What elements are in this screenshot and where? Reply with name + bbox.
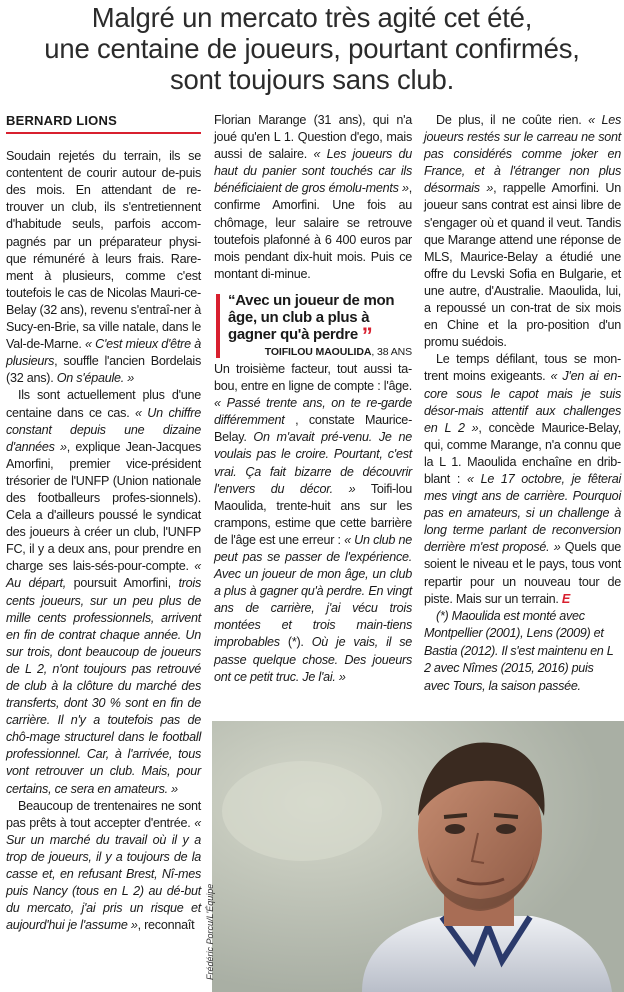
player-portrait-image bbox=[212, 721, 624, 992]
pull-quote bbox=[214, 292, 412, 359]
headline-line-3: sont toujours sans club. bbox=[169, 64, 455, 95]
paragraph: Un troisième facteur, tout aussi ta-bou, entre en ligne de compte : l'âge. « Passé trente ans, on te re-garde différemment , constate Maurice-Belay. On m'avait pré-venu. Je ne voulais pas le croire. Pourtant, c'est vrai. Ça fait bizarre de découvrir l'envers du décor. » Toifi-lou Maoulida, trente-huit ans sur les crampons, estime que cette barrière de l'âge est une erreur : « Un club ne peut pas se passer de l'expérience. Avec un joueur de mon âge, un club a plus à gagner qu'à perdre. En vingt ans de carrière, j'ai vécu trois montées et trois main-tiens improbables (*). Où je vais, il se passe quelque chose. Des joueurs ont ce petit truc. Je l'ai. » bbox=[214, 361, 413, 684]
paragraph: Le temps défilant, tous se mon-trent moins exigeants. « J'en ai en-core sous le capot mais je suis désor-mais attentif aux challenges en L 2 », concède Maurice-Belay, qui, comme Marange, n'a connu que la L 1. Maoulida enchaîne en drib-blant : « Le 17 octobre, je fêterai mes vingt ans de carrière. Pourquoi pas en amateurs, si un challenge à long terme parlant de reconversion derrière m'est proposé. » Quels que soient le niveau et le pays, tous vont repartir pour un nouveau tour de piste. Mais sur un terrain. E bbox=[424, 352, 622, 606]
paragraph: De plus, il ne coûte rien. « Les joueurs restés sur le carreau ne sont pas considérés comme joker en France, et à l'étranger non plus désormais », rappelle Amorfini. Un joueur sans contrat est ainsi libre de s'engager où et quand il veut. Tandis que Marange attend une réponse de MLS, Maurice-Belay a étudié une offre du Levski Sofia en Bulgarie, et une autre, d'Australie. Maoulida, lui, a repoussé un con-trat de six mois en Chine et la pro-position d'un promu suédois. bbox=[424, 113, 622, 350]
paragraph: Beaucoup de trentenaires ne sont pas prêts à tout accepter d'entrée. « Sur un marché du travail où il y a trop de joueurs, il y a toujours de la casse et, en refusant Brest, Nî-mes puis Nancy (tous en L 2) au dé-but du mercato, j'ai pris un risque et aujourd'hui je l'assume », reconnaît bbox=[6, 798, 201, 933]
player-photo bbox=[212, 721, 624, 992]
footnote: (*) Maoulida est monté avec Montpellier (2001), Lens (2009) et Bastia (2012). Il s'est maintenu en L 2 avec Nîmes (2015, 2016) puis avec Tours, la saison passée. bbox=[424, 608, 614, 693]
article-column-3 bbox=[424, 112, 621, 695]
paragraph: Ils sont actuellement plus d'une centaine dans ce cas. « Un chiffre constant depuis une dizaine d'années », explique Jean-Jacques Amorfini, premier vice-président trésorier de l'UNFP (Union nationale des footballeurs profes-sionnels). Cela a d'ailleurs poussé le syndicat des joueurs à créer un club, l'UNFP FC, il y a deux ans, pour prendre en charge ses lais-sés-pour-compte. « Au départ, poursuit Amorfini, trois cents joueurs, sur un peu plus de mille cents professionnels, arrivent en fin de contrat chaque année. Un sur trois, dont beaucoup de joueurs de L 2, n'ont toujours pas retrouvé de club à la clôture du marché des transferts, dont 30 % sont en fin de carrière. Il n'y a toutefois pas de chô-mage structurel dans le football professionnel. Car, à l'arrivée, tous vont retrouver un club. Mais, pour certains, ce sera en amateurs. » bbox=[6, 388, 202, 796]
paragraph: Florian Marange (31 ans), qui n'a joué qu'en L 1. Question d'ego, mais aussi de salaire. « Les joueurs du haut du panier sont touchés car ils bénéficiaient de gros émolu-ments », confirme Amorfini. Une fois au chômage, leur salaire se retrouve toutefois plafonné à 6 400 euros par mois pendant dix-huit mois. Puis ce montant di-minue. bbox=[214, 113, 413, 281]
lequipe-end-mark-icon: E bbox=[561, 591, 571, 606]
paragraph: Soudain rejetés du terrain, ils se contentent de courir autour de-puis des mois. En attendant de re-trouver un club, ils s'entretiennent d'habitude seuls, parfois accom-pagnés par un préparateur physi-que rémunéré à leurs frais. Rare-ment à plusieurs, comme c'est toutefois le cas de Nicolas Mauri-ce-Belay (32 ans), revenu s'entraî-ner à Sucy-en-Brie, sa ville natale, dans le Val-de-Marne. « C'est mieux d'être à plusieurs, souffle l'ancien Bordelais (32 ans). On s'épaule. » bbox=[6, 149, 201, 386]
closing-quote-icon: ” bbox=[361, 322, 373, 348]
quote-attribution: TOIFILOU MAOULIDA, 38 ANS bbox=[264, 345, 412, 358]
quote-bar bbox=[216, 294, 220, 358]
headline-line-1: Malgré un mercato très agité cet été, bbox=[91, 2, 533, 33]
headline-line-2: une centaine de joueurs, pourtant confirmés, bbox=[44, 33, 580, 64]
headline bbox=[0, 2, 624, 95]
byline: BERNARD LIONS bbox=[6, 112, 201, 134]
photo-credit: Frédéric Porcu/L'Équipe bbox=[205, 883, 215, 980]
article-column-1 bbox=[6, 112, 201, 934]
quote-text: “Avec un joueur de mon âge, un club a plus à gagner qu'à perdre ” bbox=[228, 291, 395, 348]
article-column-2 bbox=[214, 112, 412, 686]
